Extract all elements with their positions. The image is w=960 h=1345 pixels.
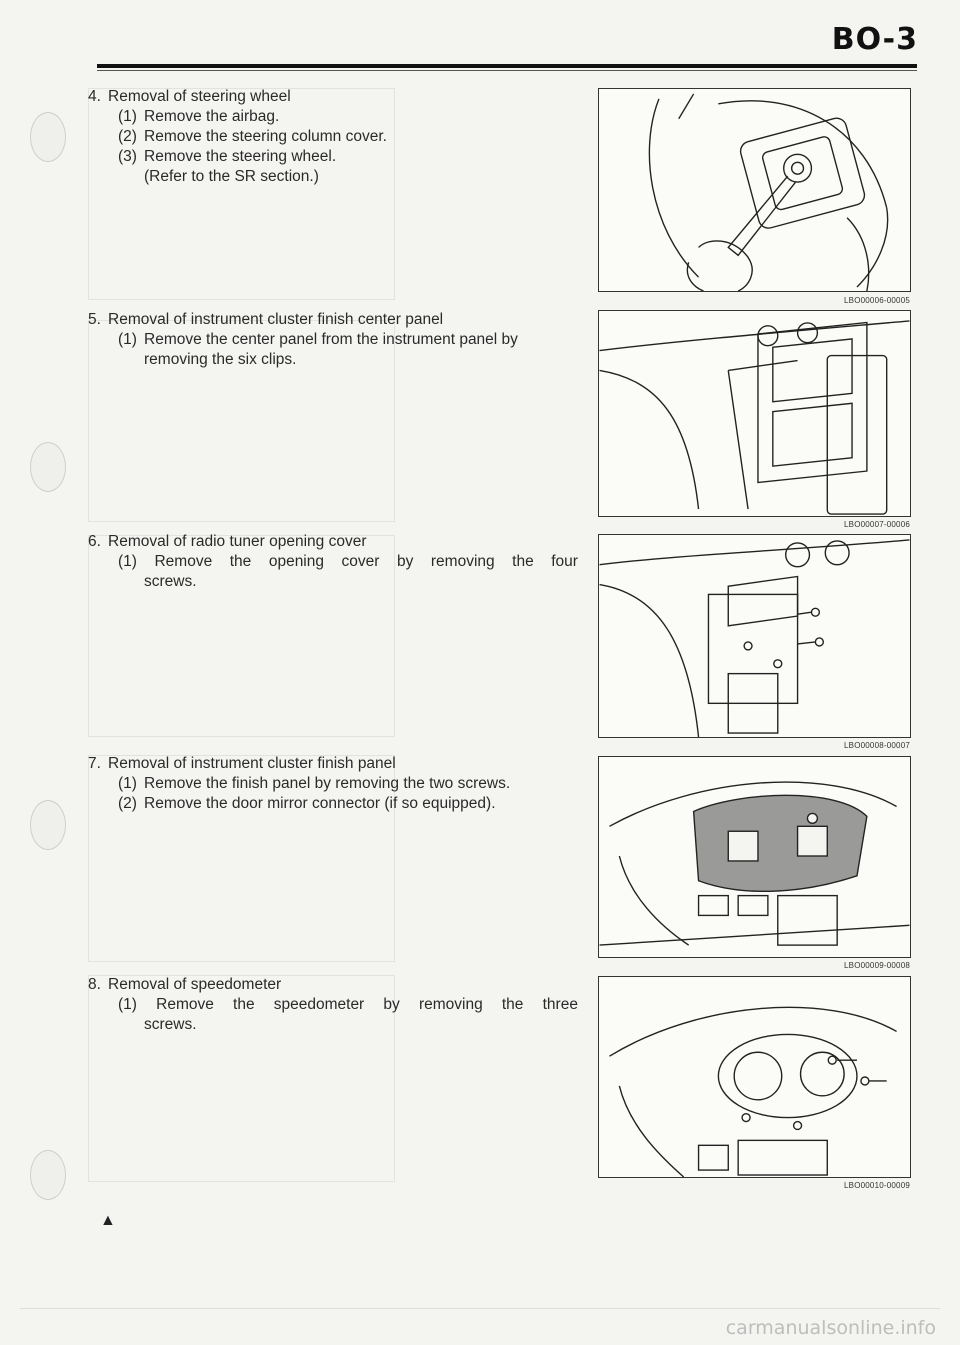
step: (2) Remove the steering column cover.: [118, 128, 387, 145]
figure-speedometer: [598, 976, 911, 1178]
binder-hole: [30, 442, 66, 492]
step-note: (Refer to the SR section.): [144, 168, 319, 185]
bottom-rule: [20, 1308, 940, 1309]
step: (1) Remove the opening cover by removing the four: [118, 553, 578, 570]
section-heading: 8. Removal of speedometer: [88, 976, 282, 993]
step: (1) Remove the speedometer by removing the three: [118, 996, 578, 1013]
section-radio-tuner-cover: [88, 532, 578, 592]
section-steering-wheel: [88, 87, 578, 187]
step: (2) Remove the door mirror connector (if so equipped).: [118, 795, 496, 812]
figure-steering-wheel: [598, 88, 911, 292]
figure-code: LBO00007-00006: [844, 520, 910, 529]
section-center-panel: [88, 310, 578, 370]
binder-hole: [30, 800, 66, 850]
step-continuation: removing the six clips.: [144, 351, 297, 368]
figure-code: LBO00008-00007: [844, 741, 910, 750]
section-speedometer: [88, 975, 578, 1035]
section-finish-panel: [88, 754, 578, 814]
page-code: BO-3: [831, 22, 918, 57]
figure-code: LBO00009-00008: [844, 961, 910, 970]
steering-wheel-illustration: [599, 89, 910, 291]
figure-finish-panel: [598, 756, 911, 958]
section-heading: 6. Removal of radio tuner opening cover: [88, 533, 367, 550]
figure-radio-tuner-cover: [598, 534, 911, 738]
step: (1) Remove the airbag.: [118, 108, 280, 125]
watermark: carmanualsonline.info: [725, 1317, 936, 1339]
footer-mark: ▲: [100, 1212, 116, 1229]
finish-panel-illustration: [599, 757, 910, 957]
figure-code: LBO00010-00009: [844, 1181, 910, 1190]
step-continuation: screws.: [144, 573, 197, 590]
binder-hole: [30, 1150, 66, 1200]
center-panel-illustration: [599, 311, 910, 516]
section-heading: 4. Removal of steering wheel: [88, 88, 291, 105]
step-continuation: screws.: [144, 1016, 197, 1033]
section-heading: 7. Removal of instrument cluster finish panel: [88, 755, 396, 772]
step: (1) Remove the center panel from the instrument panel by: [118, 331, 518, 348]
top-rule-thin: [97, 70, 917, 71]
speedometer-illustration: [599, 977, 910, 1177]
top-rule: [97, 64, 917, 68]
section-heading: 5. Removal of instrument cluster finish center panel: [88, 311, 444, 328]
figure-code: LBO00006-00005: [844, 296, 910, 305]
binder-hole: [30, 112, 66, 162]
step: (3) Remove the steering wheel.: [118, 148, 337, 165]
radio-tuner-illustration: [599, 535, 910, 737]
figure-center-panel: [598, 310, 911, 517]
step: (1) Remove the finish panel by removing the two screws.: [118, 775, 511, 792]
